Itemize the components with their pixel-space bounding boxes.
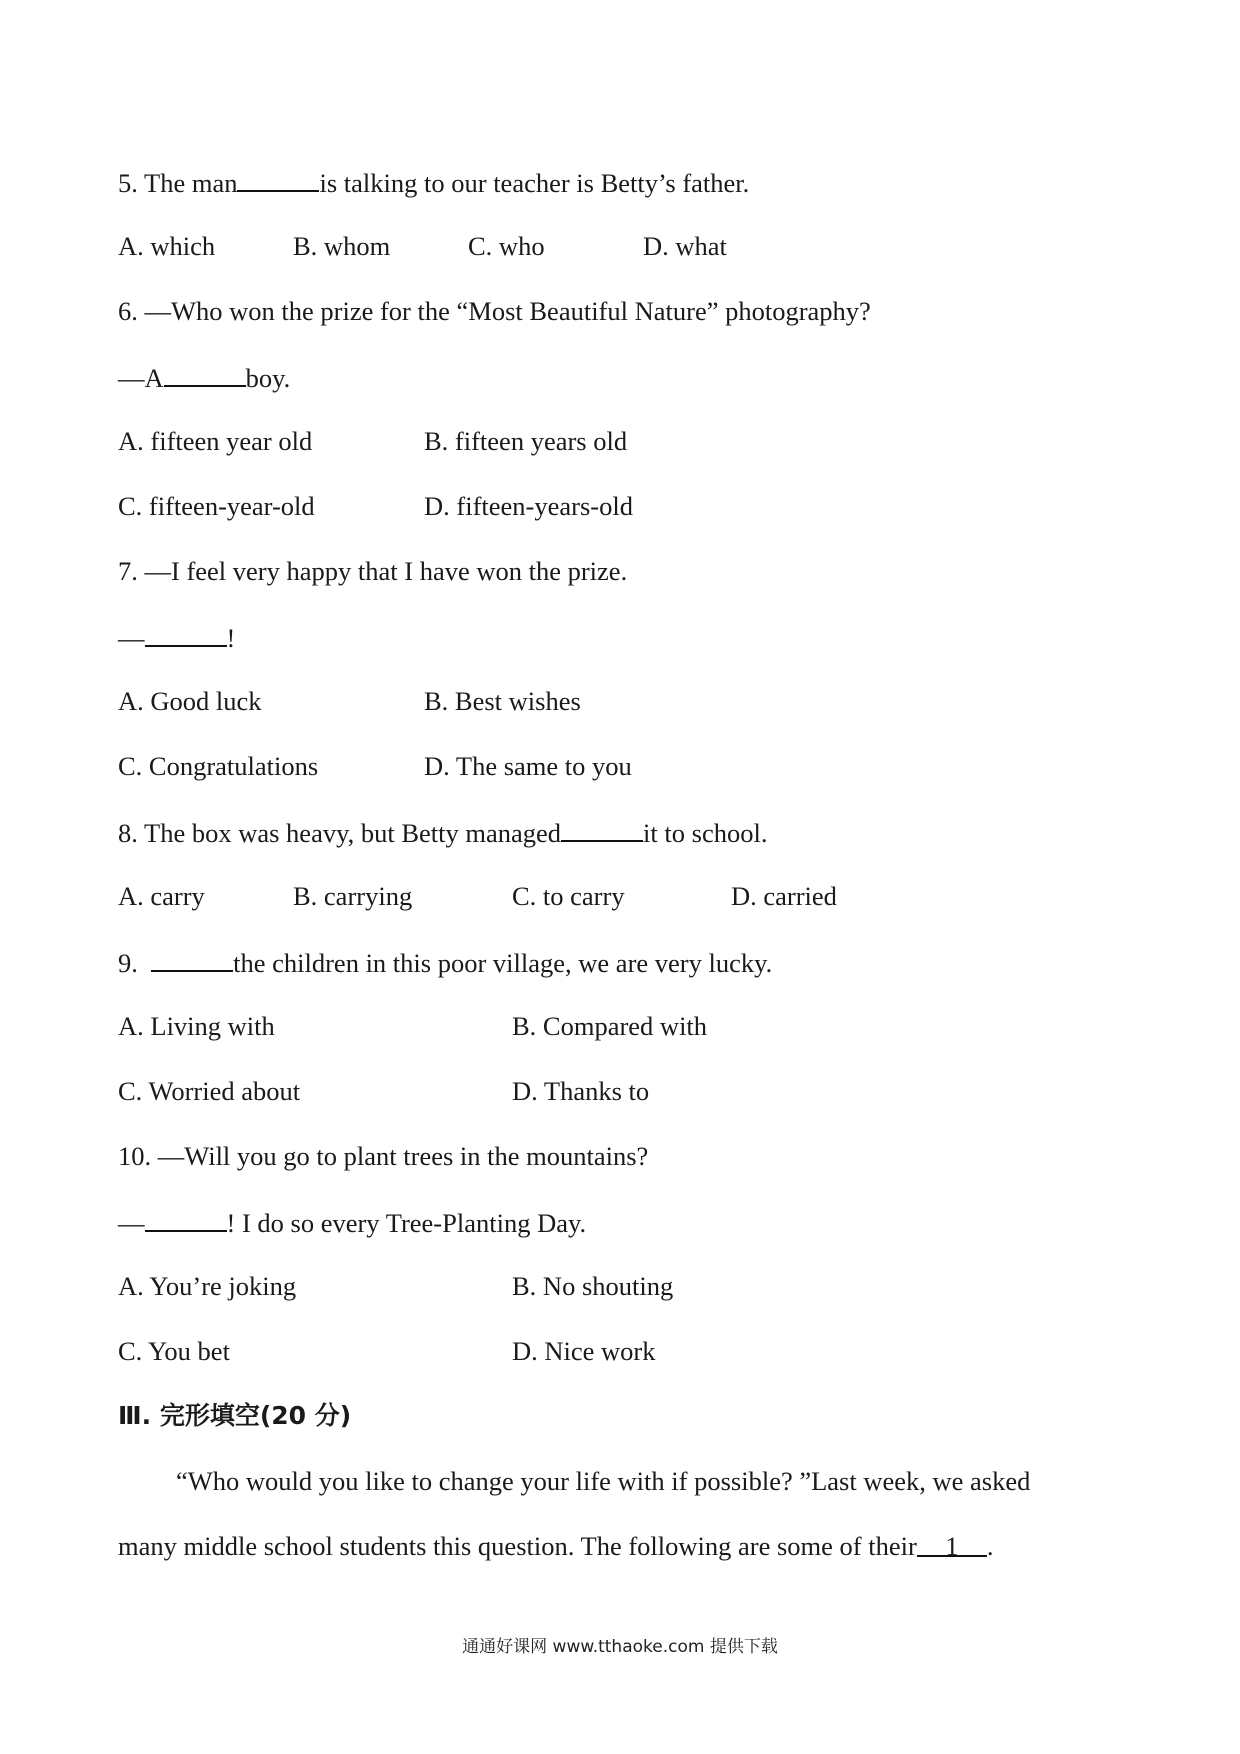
option-a[interactable]: A. carry bbox=[118, 881, 205, 911]
question-6-reply bbox=[118, 359, 290, 395]
question-8-stem bbox=[118, 814, 767, 850]
option-c[interactable]: C. You bet bbox=[118, 1336, 230, 1366]
option-d[interactable]: D. Thanks to bbox=[512, 1076, 650, 1106]
option-c[interactable]: C. who bbox=[468, 231, 545, 261]
question-6-stem: 6. —Who won the prize for the “Most Beautiful Nature” photography? bbox=[118, 296, 871, 326]
answer-blank[interactable] bbox=[164, 359, 246, 387]
question-10-stem: 10. —Will you go to plant trees in the mountains? bbox=[118, 1141, 649, 1171]
reply-text: — bbox=[118, 1208, 145, 1238]
question-text: is talking to our teacher is Betty’s father. bbox=[319, 168, 750, 198]
option-a[interactable]: A. Living with bbox=[118, 1011, 275, 1041]
option-b[interactable]: B. Best wishes bbox=[424, 686, 581, 716]
option-a[interactable]: A. which bbox=[118, 231, 216, 261]
option-b[interactable]: B. No shouting bbox=[512, 1271, 674, 1301]
cloze-blank-1[interactable]: 1 bbox=[917, 1529, 987, 1557]
page-footer: 通通好课网 www.tthaoke.com 提供下载 bbox=[462, 1637, 778, 1657]
question-text: 5. The man bbox=[118, 168, 238, 198]
option-c[interactable]: C. fifteen-year-old bbox=[118, 491, 315, 521]
answer-blank[interactable] bbox=[145, 1204, 227, 1232]
question-5-stem bbox=[118, 164, 749, 200]
reply-text: — bbox=[118, 623, 145, 653]
option-d[interactable]: D. The same to you bbox=[424, 751, 632, 781]
option-a[interactable]: A. fifteen year old bbox=[118, 426, 313, 456]
passage-text: many middle school students this question. The following are some of their bbox=[118, 1531, 917, 1561]
option-b[interactable]: B. Compared with bbox=[512, 1011, 708, 1041]
option-d[interactable]: D. what bbox=[643, 231, 727, 261]
answer-blank[interactable] bbox=[561, 814, 643, 842]
answer-blank[interactable] bbox=[237, 164, 319, 192]
option-a[interactable]: A. You’re joking bbox=[118, 1271, 297, 1301]
reply-text: ! I do so every Tree-Planting Day. bbox=[226, 1208, 587, 1238]
question-number: 9. bbox=[118, 948, 138, 978]
answer-blank[interactable] bbox=[145, 619, 227, 647]
question-text: the children in this poor village, we are very lucky. bbox=[233, 948, 773, 978]
option-c[interactable]: C. to carry bbox=[512, 881, 625, 911]
question-7-reply bbox=[118, 619, 235, 655]
reply-text: ! bbox=[226, 623, 236, 653]
passage-line-2 bbox=[118, 1529, 993, 1563]
option-b[interactable]: B. fifteen years old bbox=[424, 426, 628, 456]
option-d[interactable]: D. fifteen-years-old bbox=[424, 491, 633, 521]
question-7-stem: 7. —I feel very happy that I have won the prize. bbox=[118, 556, 628, 586]
option-b[interactable]: B. whom bbox=[293, 231, 391, 261]
question-10-reply bbox=[118, 1204, 586, 1240]
passage-line-1: “Who would you like to change your life with if possible? ”Last week, we asked bbox=[176, 1466, 1031, 1496]
reply-text: boy. bbox=[245, 363, 291, 393]
option-a[interactable]: A. Good luck bbox=[118, 686, 262, 716]
option-d[interactable]: D. Nice work bbox=[512, 1336, 656, 1366]
option-b[interactable]: B. carrying bbox=[293, 881, 413, 911]
question-9-stem bbox=[118, 944, 772, 980]
passage-text: . bbox=[986, 1531, 994, 1561]
section-heading: Ⅲ. 完形填空(20 分) bbox=[118, 1401, 352, 1430]
reply-text: —A bbox=[118, 363, 164, 393]
question-text: 8. The box was heavy, but Betty managed bbox=[118, 818, 562, 848]
option-c[interactable]: C. Congratulations bbox=[118, 751, 319, 781]
question-text: it to school. bbox=[643, 818, 768, 848]
option-c[interactable]: C. Worried about bbox=[118, 1076, 301, 1106]
option-d[interactable]: D. carried bbox=[731, 881, 837, 911]
answer-blank[interactable] bbox=[151, 944, 233, 972]
